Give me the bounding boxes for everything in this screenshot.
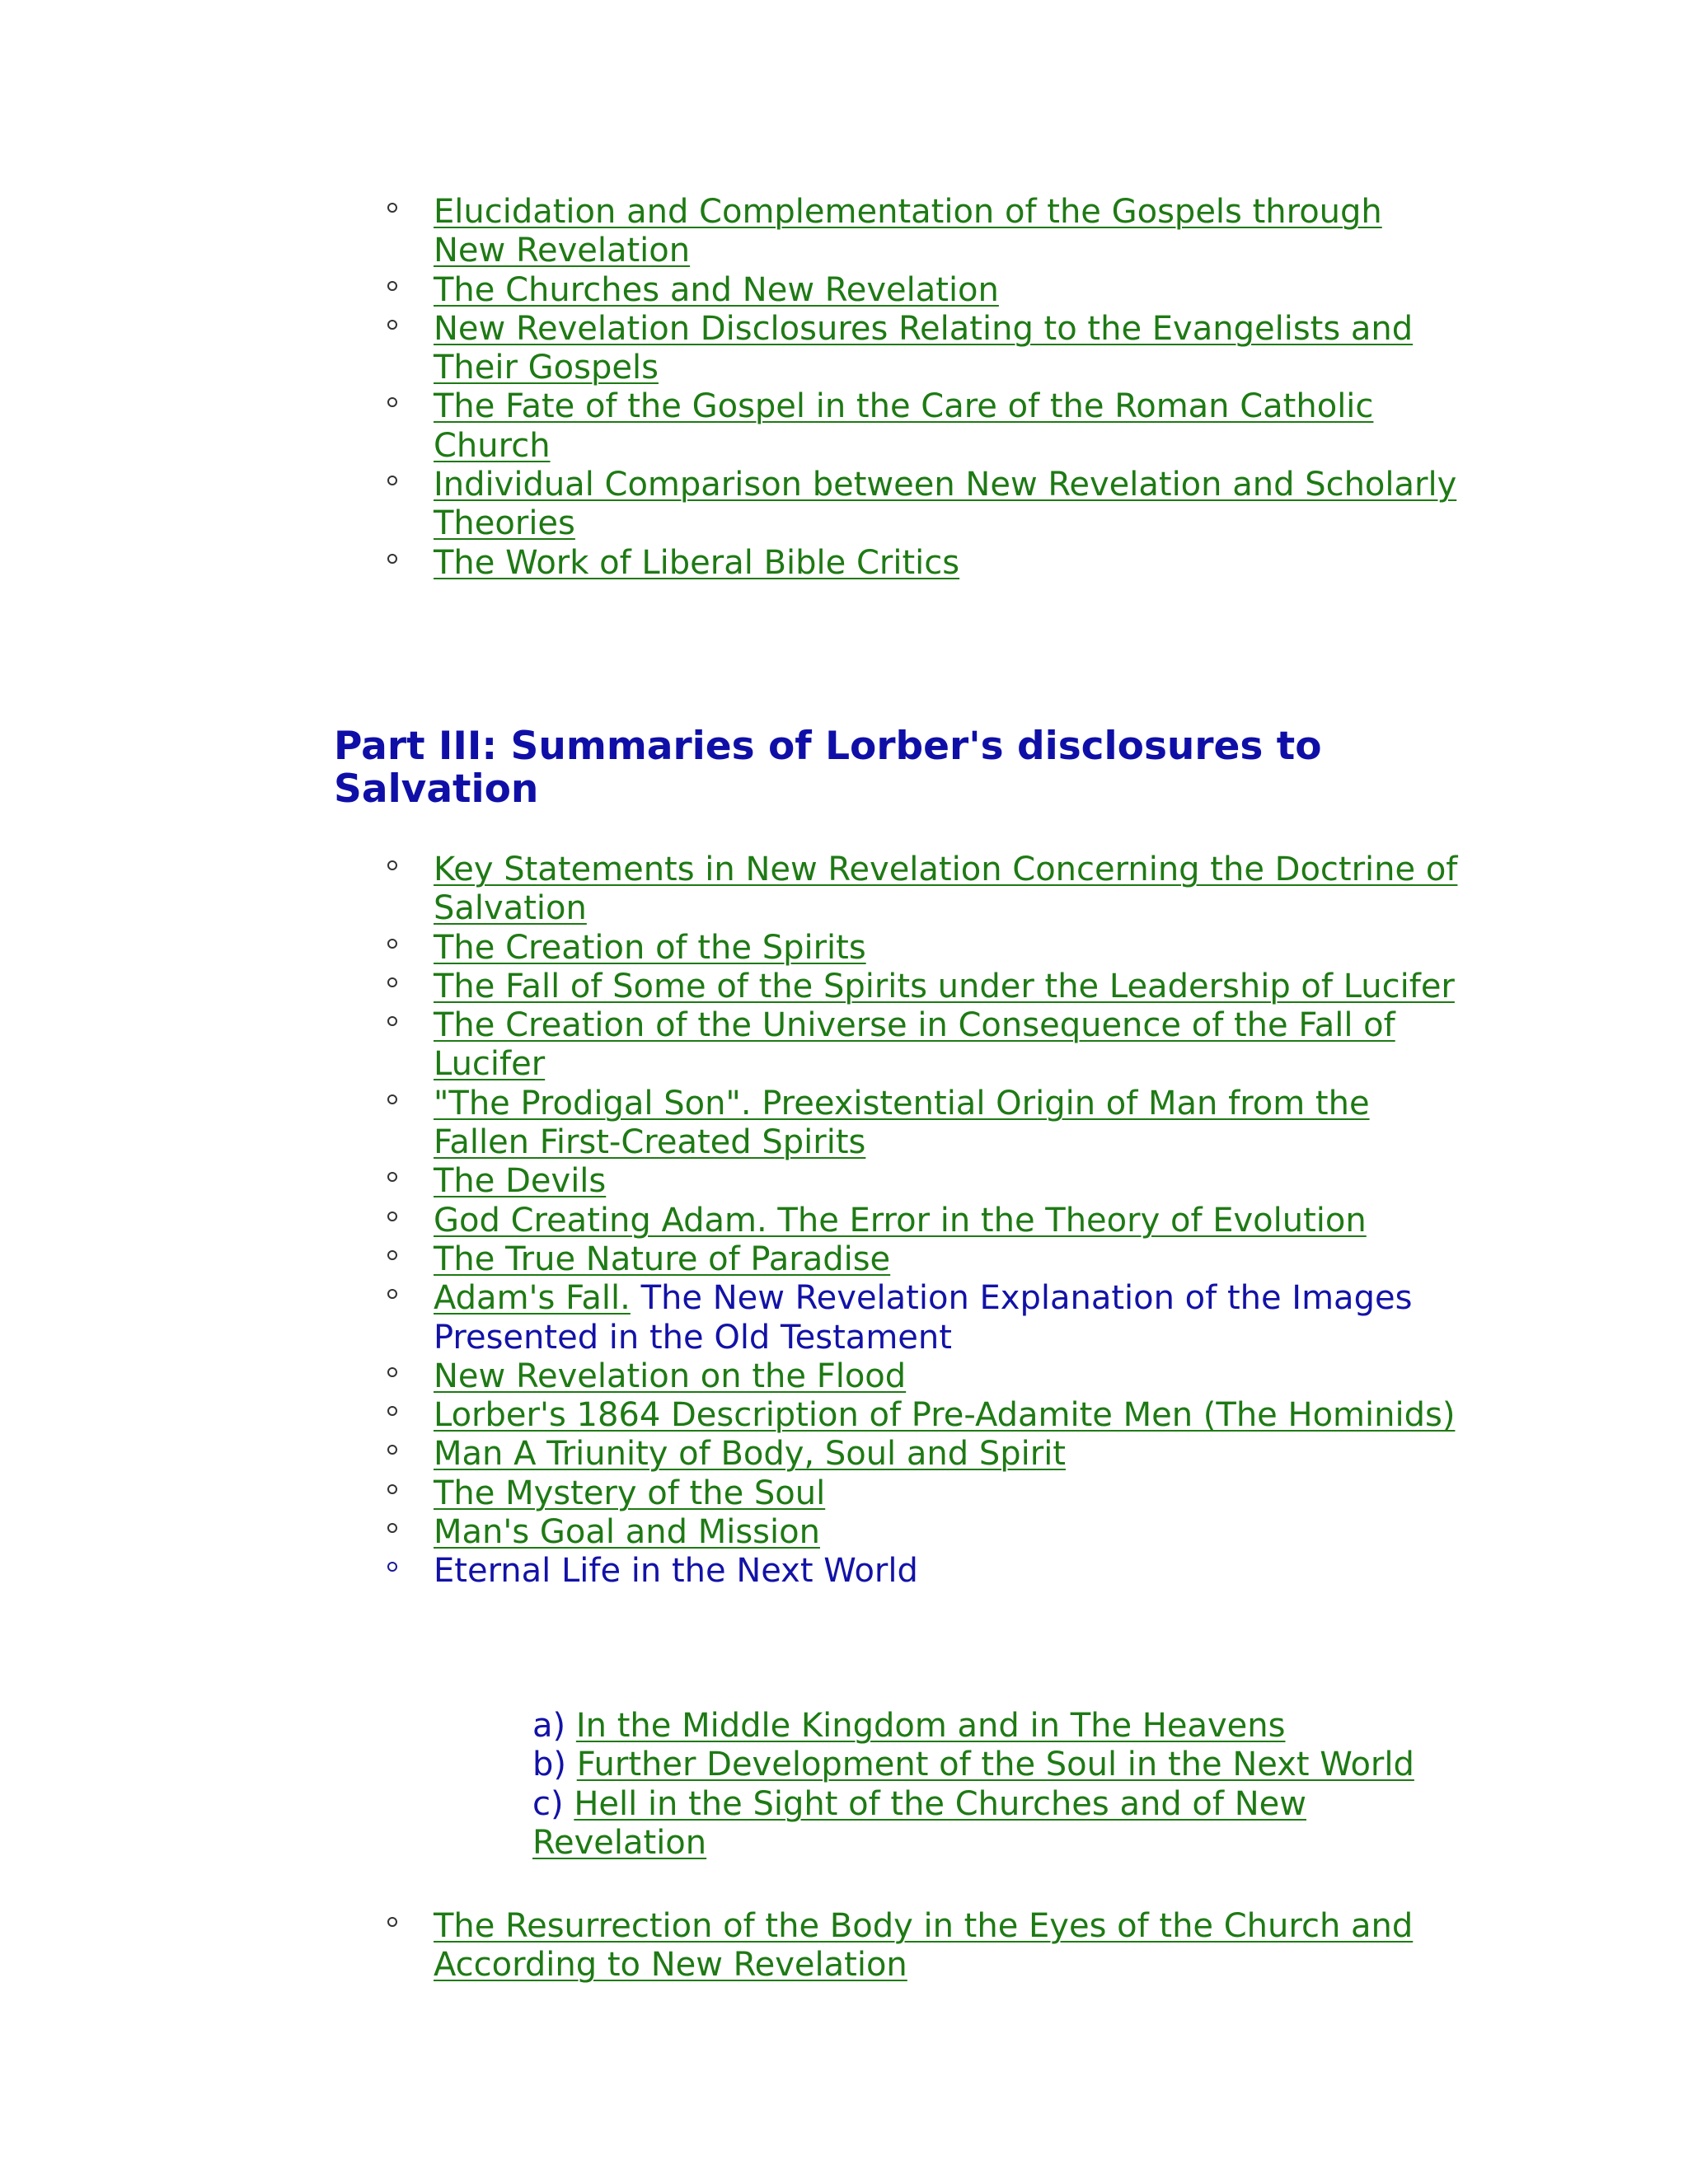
toc-link[interactable]: Hell in the Sight of the Churches and of New Revelation (532, 1784, 1306, 1862)
circle-bullet-icon (387, 554, 397, 564)
circle-bullet-icon (387, 1172, 397, 1182)
list-item (387, 1552, 1459, 1591)
toc-link[interactable]: In the Middle Kingdom and in The Heavens (575, 1707, 1286, 1745)
item-letter: a) (532, 1707, 576, 1745)
sub-list-item (532, 1707, 1456, 1746)
circle-bullet-icon (387, 1289, 397, 1299)
toc-link[interactable]: Man's Goal and Mission (434, 1513, 820, 1552)
item-letter: c) (532, 1784, 574, 1823)
list-item (387, 1435, 1459, 1474)
circle-bullet-icon (387, 320, 397, 330)
toc-link[interactable]: New Revelation Disclosures Relating to the Evangelists and Their Gospels (434, 309, 1414, 387)
circle-bullet-icon (387, 1523, 397, 1533)
toc-list-part-3 (387, 851, 1459, 1591)
circle-bullet-icon (387, 476, 397, 485)
circle-bullet-icon (387, 1367, 397, 1377)
circle-bullet-icon (387, 1917, 397, 1927)
list-item (387, 1907, 1459, 1985)
list-item (387, 1474, 1459, 1513)
list-item (387, 1357, 1459, 1396)
list-item (387, 968, 1459, 1006)
circle-bullet-icon (387, 1406, 397, 1416)
toc-link[interactable]: The Fall of Some of the Spirits under the Leadership of Lucifer (434, 967, 1455, 1005)
circle-bullet-icon (387, 203, 397, 213)
list-item (387, 851, 1459, 929)
sub-list-item (532, 1746, 1456, 1784)
list-item (387, 1162, 1459, 1201)
toc-link[interactable]: Key Statements in New Revelation Concerning the Doctrine of Salvation (434, 851, 1458, 928)
list-item (387, 1279, 1459, 1357)
item-letter: b) (532, 1746, 577, 1784)
list-item (387, 1240, 1459, 1279)
list-item (387, 1006, 1459, 1085)
list-item (387, 310, 1459, 388)
toc-link[interactable]: Man A Triunity of Body, Soul and Spirit (434, 1435, 1066, 1474)
toc-link[interactable]: The Churches and New Revelation (434, 270, 999, 309)
toc-link[interactable]: Further Development of the Soul in the Next World (576, 1746, 1414, 1784)
toc-list-continued (387, 1907, 1459, 1985)
toc-link[interactable]: The Devils (434, 1162, 607, 1201)
circle-bullet-icon (387, 939, 397, 949)
list-item (387, 1085, 1459, 1163)
toc-link[interactable]: The Mystery of the Soul (434, 1474, 826, 1512)
list-item (387, 1513, 1459, 1552)
part-3-heading: Part III: Summaries of Lorber's disclosures to Salvation (334, 724, 1322, 812)
circle-bullet-icon (387, 1250, 397, 1260)
circle-bullet-icon (387, 860, 397, 870)
toc-link[interactable]: "The Prodigal Son". Preexistential Origin of Man from the Fallen First-Created Spirits (434, 1084, 1370, 1162)
item-description: The New Revelation Explanation of the Images Presented in the Old Testament (434, 1279, 1413, 1357)
list-item (387, 929, 1459, 968)
toc-link[interactable]: Individual Comparison between New Revelation and Scholarly Theories (434, 466, 1457, 543)
section-label: Eternal Life in the Next World (434, 1552, 918, 1591)
toc-link[interactable]: Elucidation and Complementation of the Gospels through New Revelation (434, 193, 1382, 270)
toc-link[interactable]: God Creating Adam. The Error in the Theory of Evolution (434, 1201, 1367, 1240)
circle-bullet-icon (387, 1212, 397, 1221)
toc-list-part-2 (387, 193, 1459, 583)
list-item (387, 193, 1459, 271)
circle-bullet-icon (387, 977, 397, 987)
circle-bullet-icon (387, 1484, 397, 1494)
list-item (387, 271, 1459, 310)
circle-bullet-icon (387, 281, 397, 291)
toc-link[interactable]: The Creation of the Spirits (434, 928, 866, 967)
toc-link[interactable]: The Fate of the Gospel in the Care of the Roman Catholic Church (434, 387, 1374, 465)
list-item (387, 1202, 1459, 1240)
toc-link[interactable]: The True Nature of Paradise (434, 1240, 891, 1278)
circle-bullet-icon (387, 1562, 397, 1572)
toc-link[interactable]: The Resurrection of the Body in the Eyes of the Church and According to New Revelation (434, 1907, 1414, 1985)
toc-link[interactable]: Adam's Fall. (434, 1279, 631, 1318)
sub-list-item (532, 1785, 1456, 1863)
circle-bullet-icon (387, 1445, 397, 1455)
toc-link[interactable]: The Work of Liberal Bible Critics (434, 543, 960, 582)
eternal-life-sublist (532, 1707, 1456, 1863)
toc-link[interactable]: The Creation of the Universe in Consequence of the Fall of Lucifer (434, 1006, 1395, 1084)
circle-bullet-icon (387, 1094, 397, 1104)
circle-bullet-icon (387, 1016, 397, 1026)
circle-bullet-icon (387, 397, 397, 407)
list-item (387, 1396, 1459, 1435)
list-item (387, 466, 1459, 544)
list-item (387, 544, 1459, 583)
toc-link[interactable]: Lorber's 1864 Description of Pre-Adamite Men (The Hominids) (434, 1396, 1456, 1435)
toc-link[interactable]: New Revelation on the Flood (434, 1357, 907, 1395)
list-item (387, 387, 1459, 466)
